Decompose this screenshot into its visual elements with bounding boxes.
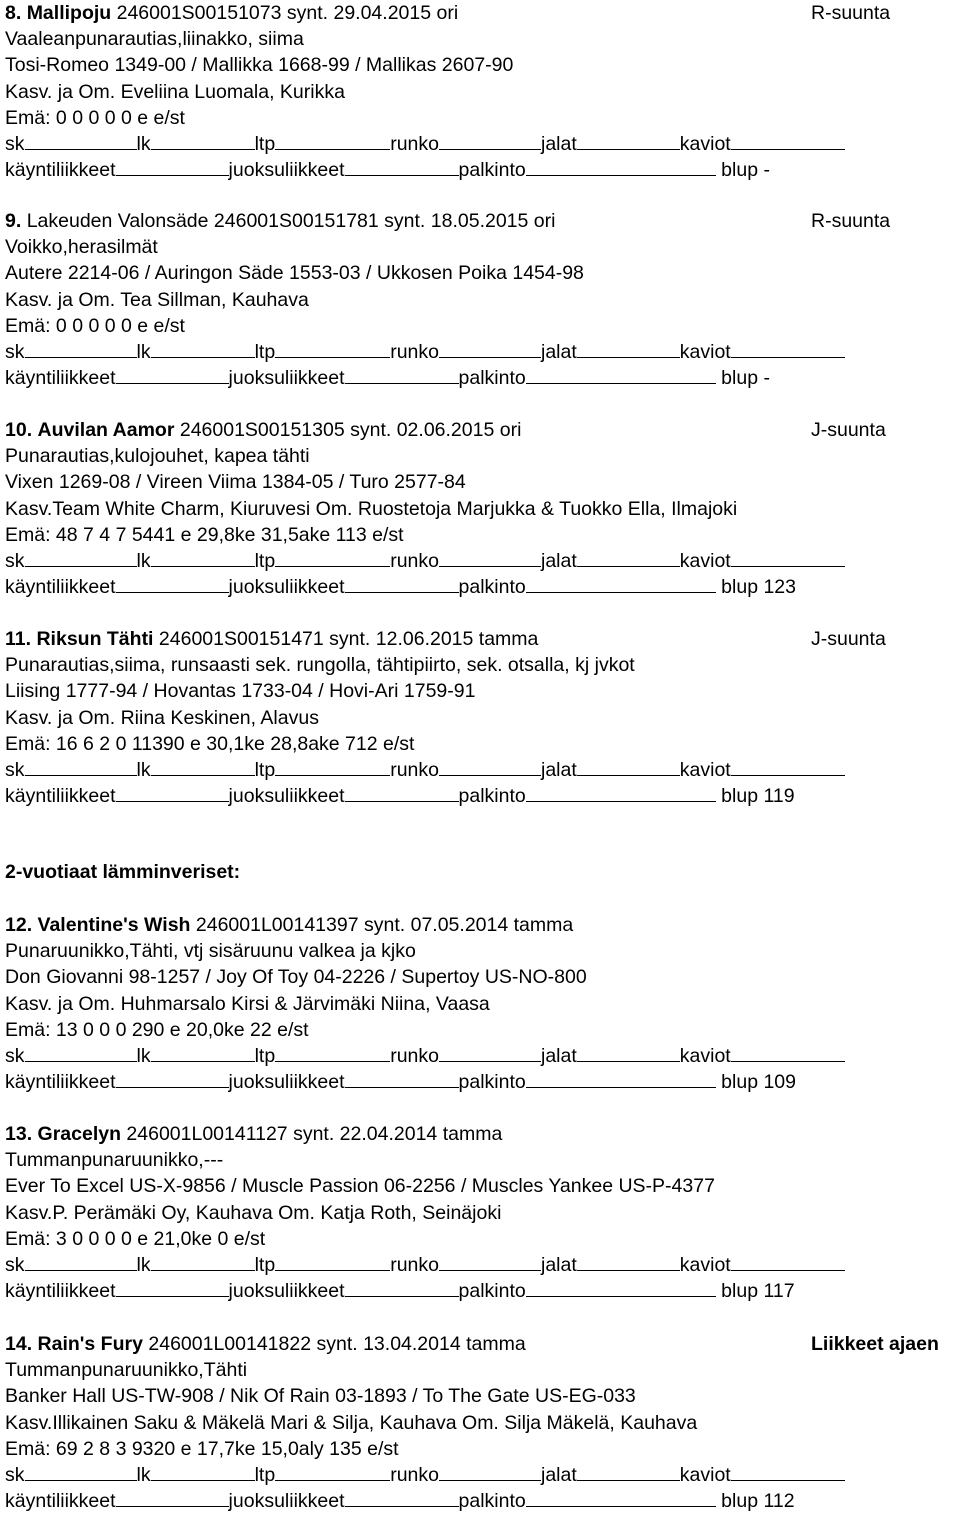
score-row-conformation: [5, 1462, 845, 1488]
score-blank: [25, 1252, 137, 1271]
horse-sex: tamma: [513, 914, 574, 936]
score-blank: [116, 574, 229, 593]
pedigree: Autere 2214-06 / Auringon Säde 1553-03 / Ukkosen Poika 1454-98: [5, 262, 584, 285]
score-blank: [731, 131, 845, 150]
score-blank: [275, 548, 390, 567]
entry-number: 9.: [5, 210, 22, 232]
entry-number: 12.: [5, 914, 33, 936]
registration-number: 246001S00151073: [116, 2, 282, 24]
horse-sex: tamma: [478, 628, 539, 650]
score-label: runko: [390, 1045, 439, 1067]
score-label: runko: [390, 341, 439, 363]
score-blank: [116, 1069, 229, 1088]
score-label: jalat: [540, 133, 577, 155]
score-row-conformation: [5, 1252, 845, 1278]
pedigree: Don Giovanni 98-1257 / Joy Of Toy 04-2226 / Supertoy US-NO-800: [5, 966, 587, 989]
score-label: palkinto: [458, 367, 526, 390]
score-label: sk: [5, 1464, 25, 1486]
score-row-movement: [5, 1488, 795, 1514]
direction-label: J-suunta: [811, 419, 886, 441]
birth-date: synt. 13.04.2014: [316, 1333, 461, 1355]
score-blank: [577, 1462, 680, 1481]
score-label: juoksuliikkeet: [228, 367, 345, 390]
birth-date: synt. 02.06.2015: [350, 419, 495, 441]
score-blank: [439, 1462, 541, 1481]
score-label: runko: [390, 1464, 439, 1486]
score-label: ltp: [254, 1254, 276, 1276]
score-label: käyntiliikkeet: [5, 159, 116, 182]
section-heading: 2-vuotiaat lämminveriset:: [5, 861, 241, 883]
direction-label: R-suunta: [811, 210, 891, 232]
birth-date: synt. 18.05.2015: [384, 210, 529, 232]
score-blank: [151, 548, 255, 567]
score-label: juoksuliikkeet: [228, 159, 345, 182]
score-blank: [345, 157, 459, 176]
entry-number: 14.: [5, 1333, 33, 1355]
score-label: ltp: [254, 1045, 276, 1067]
score-blank: [151, 131, 255, 150]
score-blank: [439, 339, 541, 358]
score-label: lk: [136, 1045, 151, 1067]
pedigree: Banker Hall US-TW-908 / Nik Of Rain 03-1893 / To The Gate US-EG-033: [5, 1385, 636, 1408]
score-label: ltp: [254, 1464, 276, 1486]
breeder-owner: Kasv.P. Perämäki Oy, Kauhava Om. Katja Roth, Seinäjoki: [5, 1201, 502, 1224]
score-label: ltp: [254, 759, 276, 781]
registration-number: 246001L00141822: [148, 1333, 312, 1355]
horse-sex: ori: [436, 2, 459, 24]
score-blank: [25, 1043, 137, 1062]
score-label: juoksuliikkeet: [228, 1490, 345, 1513]
score-blank: [151, 1462, 255, 1481]
score-row-movement: [5, 574, 796, 600]
score-blank: [526, 574, 716, 593]
score-label: jalat: [540, 1464, 577, 1486]
score-label: sk: [5, 1045, 25, 1067]
registration-number: 246001L00141127: [126, 1123, 288, 1145]
score-blank: [151, 757, 255, 776]
score-blank: [731, 339, 845, 358]
horse-name: Lakeuden Valonsäde: [26, 210, 209, 232]
score-blank: [439, 1043, 541, 1062]
pedigree: Tosi-Romeo 1349-00 / Mallikka 1668-99 / Mallikas 2607-90: [5, 54, 514, 77]
score-blank: [731, 757, 845, 776]
score-label: lk: [136, 759, 151, 781]
score-label: lk: [136, 1464, 151, 1486]
horse-sex: ori: [499, 419, 522, 441]
entry-header: [5, 912, 573, 938]
score-blank: [116, 1488, 229, 1507]
score-blank: [25, 339, 137, 358]
score-blank: [275, 757, 390, 776]
score-blank: [345, 783, 459, 802]
score-blank: [116, 783, 229, 802]
score-blank: [25, 1462, 137, 1481]
horse-color: Punaruunikko,Tähti, vtj sisäruunu valkea ja kjko: [5, 940, 416, 963]
score-label: jalat: [540, 759, 577, 781]
entry-number: 8.: [5, 2, 22, 24]
score-blank: [25, 757, 137, 776]
score-label: käyntiliikkeet: [5, 1490, 116, 1513]
horse-color: Voikko,herasilmät: [5, 236, 158, 259]
score-label: kaviot: [679, 1254, 731, 1276]
registration-number: 246001L00141397: [195, 914, 359, 936]
dam-record: Emä: 16 6 2 0 11390 e 30,1ke 28,8ake 712 e/st: [5, 732, 415, 755]
horse-name: Valentine's Wish: [37, 914, 191, 936]
score-label: runko: [390, 550, 439, 572]
score-row-conformation: [5, 548, 845, 574]
score-blank: [526, 1069, 716, 1088]
blup-value: blup -: [721, 367, 770, 390]
horse-color: Tummanpunaruunikko,Tähti: [5, 1359, 248, 1382]
score-blank: [345, 1069, 459, 1088]
score-label: ltp: [254, 341, 276, 363]
entry-header: [5, 1121, 502, 1147]
score-blank: [731, 548, 845, 567]
score-label: kaviot: [679, 550, 731, 572]
score-blank: [345, 574, 459, 593]
score-label: käyntiliikkeet: [5, 785, 116, 808]
score-blank: [526, 1488, 716, 1507]
score-blank: [577, 339, 680, 358]
score-blank: [116, 1278, 229, 1297]
birth-date: synt. 22.04.2014: [293, 1123, 438, 1145]
score-row-conformation: [5, 757, 845, 783]
score-blank: [275, 1043, 390, 1062]
score-label: kaviot: [679, 1045, 731, 1067]
horse-name: Gracelyn: [37, 1123, 121, 1145]
score-blank: [275, 1252, 390, 1271]
score-label: jalat: [540, 550, 577, 572]
score-row-conformation: [5, 1043, 845, 1069]
horse-name: Rain's Fury: [37, 1333, 143, 1355]
score-blank: [577, 1252, 680, 1271]
entry-header: [5, 1331, 526, 1357]
score-label: jalat: [540, 1254, 577, 1276]
score-label: palkinto: [458, 1071, 526, 1094]
dam-record: Emä: 13 0 0 0 290 e 20,0ke 22 e/st: [5, 1018, 309, 1041]
breeder-owner: Kasv.Illikainen Saku & Mäkelä Mari & Silja, Kauhava Om. Silja Mäkelä, Kauhava: [5, 1411, 698, 1434]
score-label: palkinto: [458, 576, 526, 599]
entry-number: 13.: [5, 1123, 33, 1145]
horse-sex: tamma: [442, 1123, 503, 1145]
score-blank: [345, 1278, 459, 1297]
direction-label: Liikkeet ajaen: [811, 1333, 939, 1355]
score-label: juoksuliikkeet: [228, 785, 345, 808]
registration-number: 246001S00151781: [213, 210, 379, 232]
score-blank: [577, 131, 680, 150]
score-label: juoksuliikkeet: [228, 1071, 345, 1094]
birth-date: synt. 07.05.2014: [364, 914, 509, 936]
score-label: lk: [136, 133, 151, 155]
score-label: kaviot: [679, 341, 731, 363]
score-label: sk: [5, 1254, 25, 1276]
horse-name: Auvilan Aamor: [37, 419, 175, 441]
horse-name: Mallipoju: [26, 2, 112, 24]
score-blank: [526, 783, 716, 802]
birth-date: synt. 29.04.2015: [286, 2, 432, 24]
horse-sex: ori: [533, 210, 556, 232]
score-blank: [116, 157, 229, 176]
score-blank: [275, 339, 390, 358]
score-label: sk: [5, 341, 25, 363]
entry-header: [5, 0, 458, 26]
breeder-owner: Kasv. ja Om. Huhmarsalo Kirsi & Järvimäki Niina, Vaasa: [5, 992, 490, 1015]
score-blank: [439, 131, 541, 150]
score-label: ltp: [254, 550, 276, 572]
score-label: palkinto: [458, 1490, 526, 1513]
score-label: sk: [5, 759, 25, 781]
score-row-movement: [5, 157, 770, 183]
score-row-movement: [5, 783, 795, 809]
dam-record: Emä: 0 0 0 0 0 e e/st: [5, 314, 185, 337]
horse-name: Riksun Tähti: [36, 628, 154, 650]
score-blank: [25, 548, 137, 567]
score-label: kaviot: [679, 133, 731, 155]
blup-value: blup 117: [721, 1280, 795, 1303]
score-blank: [151, 339, 255, 358]
blup-value: blup 123: [721, 576, 796, 599]
entry-header: [5, 626, 538, 652]
score-row-movement: [5, 1278, 795, 1304]
score-label: runko: [390, 133, 439, 155]
horse-color: Vaaleanpunarautias,liinakko, siima: [5, 28, 304, 51]
score-blank: [275, 1462, 390, 1481]
score-label: kaviot: [679, 759, 731, 781]
score-label: palkinto: [458, 159, 526, 182]
breeder-owner: Kasv.Team White Charm, Kiuruvesi Om. Ruostetoja Marjukka & Tuokko Ella, Ilmajoki: [5, 497, 738, 520]
score-blank: [731, 1462, 845, 1481]
score-label: palkinto: [458, 1280, 526, 1303]
score-blank: [526, 365, 716, 384]
score-blank: [439, 757, 541, 776]
score-blank: [439, 1252, 541, 1271]
score-blank: [731, 1043, 845, 1062]
dam-record: Emä: 69 2 8 3 9320 e 17,7ke 15,0aly 135 e/st: [5, 1437, 399, 1460]
direction-label: R-suunta: [811, 2, 891, 24]
pedigree: Liising 1777-94 / Hovantas 1733-04 / Hovi-Ari 1759-91: [5, 680, 476, 703]
blup-value: blup 119: [721, 785, 795, 808]
score-row-movement: [5, 1069, 796, 1095]
breeder-owner: Kasv. ja Om. Tea Sillman, Kauhava: [5, 288, 309, 311]
score-row-movement: [5, 365, 770, 391]
score-blank: [116, 365, 229, 384]
score-label: runko: [390, 759, 439, 781]
score-label: käyntiliikkeet: [5, 1280, 116, 1303]
score-blank: [151, 1252, 255, 1271]
registration-number: 246001S00151305: [179, 419, 345, 441]
score-blank: [275, 131, 390, 150]
dam-record: Emä: 48 7 4 7 5441 e 29,8ke 31,5ake 113 e/st: [5, 523, 404, 546]
blup-value: blup 109: [721, 1071, 796, 1094]
horse-color: Punarautias,kulojouhet, kapea tähti: [5, 445, 310, 468]
score-blank: [439, 548, 541, 567]
score-label: lk: [136, 550, 151, 572]
score-label: sk: [5, 550, 25, 572]
score-label: käyntiliikkeet: [5, 1071, 116, 1094]
score-row-conformation: [5, 339, 845, 365]
score-blank: [577, 548, 680, 567]
birth-date: synt. 12.06.2015: [329, 628, 474, 650]
registration-number: 246001S00151471: [158, 628, 324, 650]
horse-color: Punarautias,siima, runsaasti sek. rungolla, tähtipiirto, sek. otsalla, kj jvkot: [5, 654, 635, 677]
entry-number: 11.: [5, 628, 32, 650]
score-blank: [526, 1278, 716, 1297]
score-blank: [345, 365, 459, 384]
blup-value: blup 112: [721, 1490, 795, 1513]
score-row-conformation: [5, 131, 845, 157]
score-label: lk: [136, 341, 151, 363]
score-label: lk: [136, 1254, 151, 1276]
score-blank: [577, 1043, 680, 1062]
score-label: juoksuliikkeet: [228, 1280, 345, 1303]
score-blank: [731, 1252, 845, 1271]
score-label: kaviot: [679, 1464, 731, 1486]
score-label: käyntiliikkeet: [5, 576, 116, 599]
score-label: juoksuliikkeet: [228, 576, 345, 599]
pedigree: Vixen 1269-08 / Vireen Viima 1384-05 / Turo 2577-84: [5, 471, 466, 494]
score-label: jalat: [540, 341, 577, 363]
score-label: ltp: [254, 133, 276, 155]
entry-number: 10.: [5, 419, 33, 441]
horse-color: Tummanpunaruunikko,---: [5, 1149, 224, 1172]
dam-record: Emä: 3 0 0 0 0 e 21,0ke 0 e/st: [5, 1227, 266, 1250]
score-blank: [25, 131, 137, 150]
blup-value: blup -: [721, 159, 770, 182]
score-label: runko: [390, 1254, 439, 1276]
entry-header: [5, 417, 521, 443]
pedigree: Ever To Excel US-X-9856 / Muscle Passion 06-2256 / Muscles Yankee US-P-4377: [5, 1175, 715, 1198]
dam-record: Emä: 0 0 0 0 0 e e/st: [5, 106, 185, 129]
score-blank: [345, 1488, 459, 1507]
score-label: sk: [5, 133, 25, 155]
direction-label: J-suunta: [811, 628, 886, 650]
score-blank: [151, 1043, 255, 1062]
breeder-owner: Kasv. ja Om. Eveliina Luomala, Kurikka: [5, 80, 345, 103]
score-label: jalat: [540, 1045, 577, 1067]
score-label: palkinto: [458, 785, 526, 808]
breeder-owner: Kasv. ja Om. Riina Keskinen, Alavus: [5, 706, 319, 729]
score-label: käyntiliikkeet: [5, 367, 116, 390]
horse-sex: tamma: [466, 1333, 526, 1355]
entry-header: [5, 208, 555, 234]
score-blank: [526, 157, 716, 176]
score-blank: [577, 757, 680, 776]
